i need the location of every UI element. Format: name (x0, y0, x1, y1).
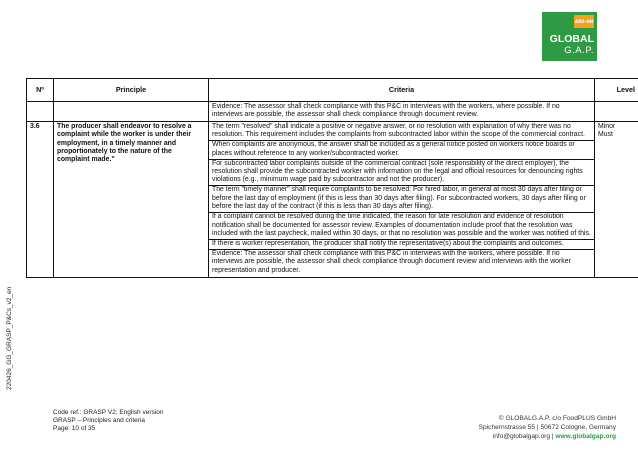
globalgap-logo (542, 12, 597, 61)
footer-address: Spichernstrasse 55 | 50672 Cologne, Germany (478, 424, 616, 431)
level-minor: Minor (598, 122, 616, 130)
addon-badge: ADD-ON (574, 15, 594, 28)
table-row (27, 121, 638, 277)
footer-page-number: Page: 10 of 35 (53, 425, 96, 432)
header-level: Level (595, 79, 638, 102)
logo-text-global: GLOBAL (549, 33, 594, 45)
header-principle: Principle (54, 79, 209, 102)
footer-copyright: © GLOBALG.A.P. c/o FoodPLUS GmbH (498, 415, 616, 422)
criteria-paragraph: If there is worker representation, the producer shall notify the representative(s) about the complaints and outcomes. (209, 240, 594, 250)
logo-text-gap: G.A.P. (564, 45, 594, 56)
criteria-table (26, 78, 638, 278)
criteria-paragraph: Evidence: The assessor shall check compliance with this P&C in interviews with the workers, where possible. If no interviews are possible, the assessor shall check compliance through document review and interviews with the worker representation and producer. (212, 250, 571, 274)
empty-cell (595, 102, 638, 122)
row-level (595, 121, 638, 277)
footer-contact (479, 414, 616, 441)
header-criteria: Criteria (209, 79, 595, 102)
footer-website-link[interactable]: www.globalgap.org (555, 433, 616, 440)
footer-doc-title: GRASP – Principles and criteria (53, 417, 146, 424)
document-side-code: 220426_GG_GRASP_P&Cs_v2_en (6, 286, 13, 390)
criteria-paragraph: For subcontracted labor complaints outside of the commercial contract (sole responsibility of the direct employer), the resolution shall provide the subcontracted worker with information on the legal and official resources for denouncing rights violations (e.g., minimum wage paid by subcontractor and not the producer). (209, 160, 594, 187)
empty-cell (27, 102, 54, 122)
footer-code-ref: Code ref.: GRASP V2; English version (53, 409, 164, 416)
criteria-paragraph: When complaints are anonymous, the answer shall be included as a general notice posted on workers notice boards or places without reference to any worker/subcontracted worker. (209, 141, 594, 159)
criteria-paragraph: If a complaint cannot be resolved during the time indicated, the reason for late resolution and evidence of resolution notification shall be documented for assessor review. Examples of documentation include proof that the resolution was included with the last paycheck, mailed within 30 days, or that no resolution was possible and the worker was notified of this. (209, 213, 594, 240)
criteria-paragraph: The term "resolved" shall indicate a positive or negative answer, or no resolution with explanation of why there was no resolution. This requirement includes the complaints from subcontracted labor within the scope of the commercial contract. (209, 123, 594, 141)
row-number: 3.6 (27, 121, 54, 277)
previous-evidence: Evidence: The assessor shall check compliance with this P&C in interviews with the workers, where possible. If no interviews are possible, the assessor shall check compliance through document review. (209, 102, 595, 122)
table-row-continued (27, 102, 638, 122)
footer-contact-line (479, 432, 616, 441)
level-must: Must (598, 131, 613, 139)
row-principle: The producer shall endeavor to resolve a complaint while the worker is under their employment, in a timely manner and proportionately to the nature of the complaint made." (54, 121, 209, 277)
row-criteria (209, 121, 595, 277)
footer-email[interactable]: info@globalgap.org | (492, 433, 554, 440)
criteria-paragraph: The term "timely manner" shall require complaints to be resolved: For hired labor, in general at most 30 days after filing or before the last day of employment (if this is less than 30 days after filing). For subcontracted workers, 30 days after filing or before the last day of the contract (if this is less than 30 days after filing). (209, 186, 594, 213)
footer-document-info (53, 409, 163, 433)
table-header-row (27, 79, 638, 102)
empty-cell (54, 102, 209, 122)
header-number: Nº (27, 79, 54, 102)
